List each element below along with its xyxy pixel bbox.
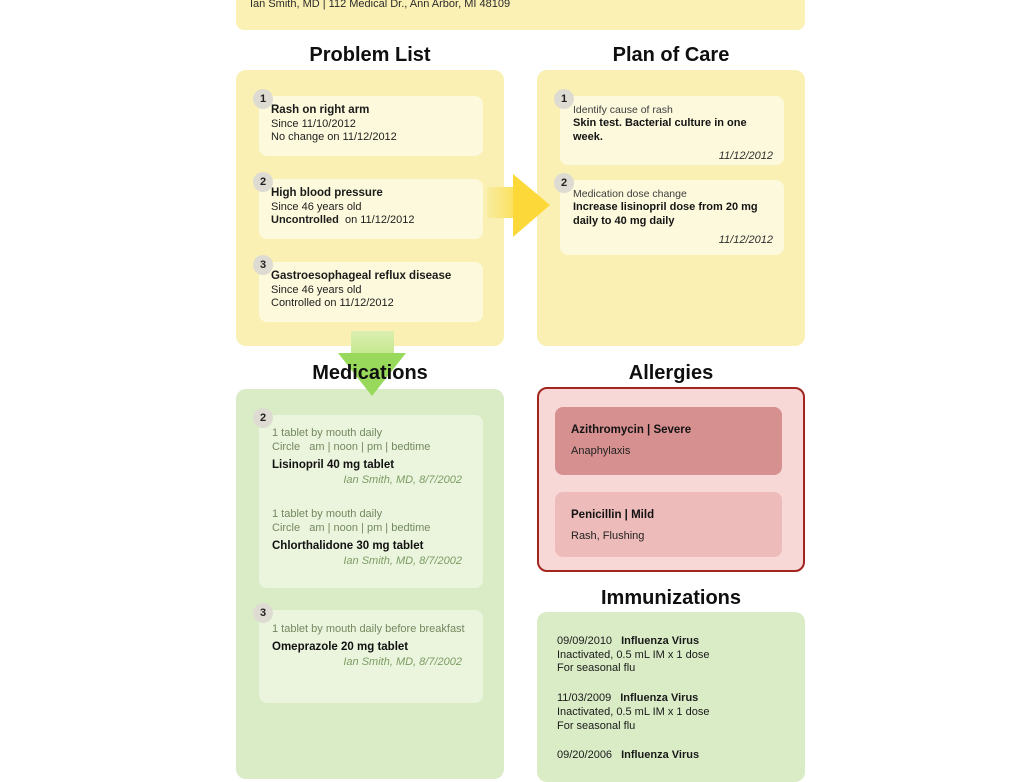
plan-date: 11/12/2012 — [718, 234, 773, 246]
problem-since: Since 11/10/2012 — [271, 117, 356, 130]
provider-header-text: Ian Smith, MD | 112 Medical Dr., Ann Arbor, MI 48109 — [250, 0, 511, 10]
problem-card-reflux — [259, 259, 483, 322]
problem-number-badge: 1 — [253, 89, 273, 109]
allergy-card-azithromycin — [555, 407, 782, 475]
medication-entry-lisinopril — [272, 426, 472, 486]
problem-number-badge: 2 — [253, 172, 273, 192]
medication-number-badge: 3 — [253, 603, 273, 623]
immunization-headline — [557, 635, 785, 649]
immunization-entry — [557, 635, 785, 676]
immunizations-title: Immunizations — [600, 587, 741, 609]
plan-action: Increase lisinopril dose from 20 mg daily to 40 mg daily — [573, 201, 758, 227]
plan-reason: Medication dose change — [573, 188, 687, 200]
allergy-name: Penicillin | Mild — [571, 509, 655, 521]
immunization-headline — [557, 692, 785, 706]
immunization-date: 11/03/2009 — [557, 692, 612, 705]
medication-signature: Ian Smith, MD, 8/7/2002 — [343, 656, 462, 668]
immunization-date: 09/20/2006 — [557, 749, 613, 762]
arrow-right-icon — [513, 174, 550, 237]
immunizations-panel — [537, 612, 805, 782]
immunization-detail: Inactivated, 0.5 mL IM x 1 dose — [557, 648, 710, 661]
medications-panel — [236, 389, 504, 779]
medication-number-badge: 2 — [253, 408, 273, 428]
problem-name: Gastroesophageal reflux disease — [271, 270, 452, 282]
medication-entry-chlorthalidone — [272, 507, 472, 567]
immunization-headline — [557, 749, 785, 763]
problem-since: Since 46 years old — [271, 283, 362, 296]
arrow-right-icon — [487, 187, 514, 218]
medication-sig: 1 tablet by mouth daily — [272, 427, 383, 439]
immunization-name: Influenza Virus — [621, 635, 700, 647]
plan-of-care-title: Plan of Care — [612, 44, 730, 66]
plan-card-dose-change — [560, 177, 784, 255]
medication-sig: 1 tablet by mouth daily before breakfast — [272, 623, 465, 635]
allergy-reaction: Rash, Flushing — [571, 530, 645, 542]
allergy-name: Azithromycin | Severe — [571, 424, 692, 436]
problem-name: Rash on right arm — [271, 104, 370, 116]
problem-list-panel — [236, 70, 504, 346]
medication-entry-omeprazole — [272, 622, 472, 668]
plan-reason: Identify cause of rash — [573, 104, 673, 116]
problem-card-rash — [259, 93, 483, 156]
plan-date: 11/12/2012 — [718, 150, 773, 162]
immunization-note: For seasonal flu — [557, 662, 636, 675]
problem-list-title: Problem List — [309, 44, 431, 66]
medication-card-group2 — [259, 412, 483, 588]
problem-status: No change on 11/12/2012 — [271, 131, 397, 143]
medication-signature: Ian Smith, MD, 8/7/2002 — [343, 474, 462, 486]
medication-name: Chlorthalidone 30 mg tablet — [272, 540, 424, 552]
immunization-date: 09/09/2010 — [557, 635, 613, 647]
medication-name: Omeprazole 20 mg tablet — [272, 641, 409, 653]
problem-number-badge: 3 — [253, 255, 273, 275]
medication-signature: Ian Smith, MD, 8/7/2002 — [343, 555, 462, 567]
immunization-name: Influenza Virus — [621, 749, 700, 762]
medication-sig: 1 tablet by mouth daily — [272, 508, 383, 520]
immunization-note: For seasonal flu — [557, 719, 636, 732]
medication-schedule: Circle am | noon | pm | bedtime — [272, 522, 431, 534]
plan-number-badge: 2 — [554, 173, 574, 193]
medication-card-group3 — [259, 607, 483, 703]
problem-status: Controlled on 11/12/2012 — [271, 297, 394, 309]
arrow-down-icon — [351, 331, 394, 354]
allergy-reaction: Anaphylaxis — [571, 445, 631, 457]
allergies-title: Allergies — [628, 362, 714, 384]
immunization-entry — [557, 692, 785, 733]
problem-name: High blood pressure — [271, 187, 383, 199]
plan-action: Skin test. Bacterial culture in one week. — [573, 117, 747, 143]
medications-title: Medications — [312, 362, 428, 384]
immunization-detail: Inactivated, 0.5 mL IM x 1 dose — [557, 705, 710, 718]
medication-name: Lisinopril 40 mg tablet — [272, 459, 395, 471]
allergy-card-penicillin — [555, 492, 782, 557]
plan-number-badge: 1 — [554, 89, 574, 109]
problem-since: Since 46 years old — [271, 200, 362, 213]
medication-schedule: Circle am | noon | pm | bedtime — [272, 441, 431, 453]
problem-card-blood-pressure — [259, 176, 483, 239]
allergies-panel — [537, 387, 805, 572]
immunization-name: Influenza Virus — [620, 692, 699, 705]
provider-header-box — [236, 0, 805, 30]
problem-status: Uncontrolled on 11/12/2012 — [271, 214, 415, 226]
immunization-entry — [557, 749, 785, 763]
plan-of-care-panel — [537, 70, 805, 346]
plan-card-rash — [560, 93, 784, 165]
